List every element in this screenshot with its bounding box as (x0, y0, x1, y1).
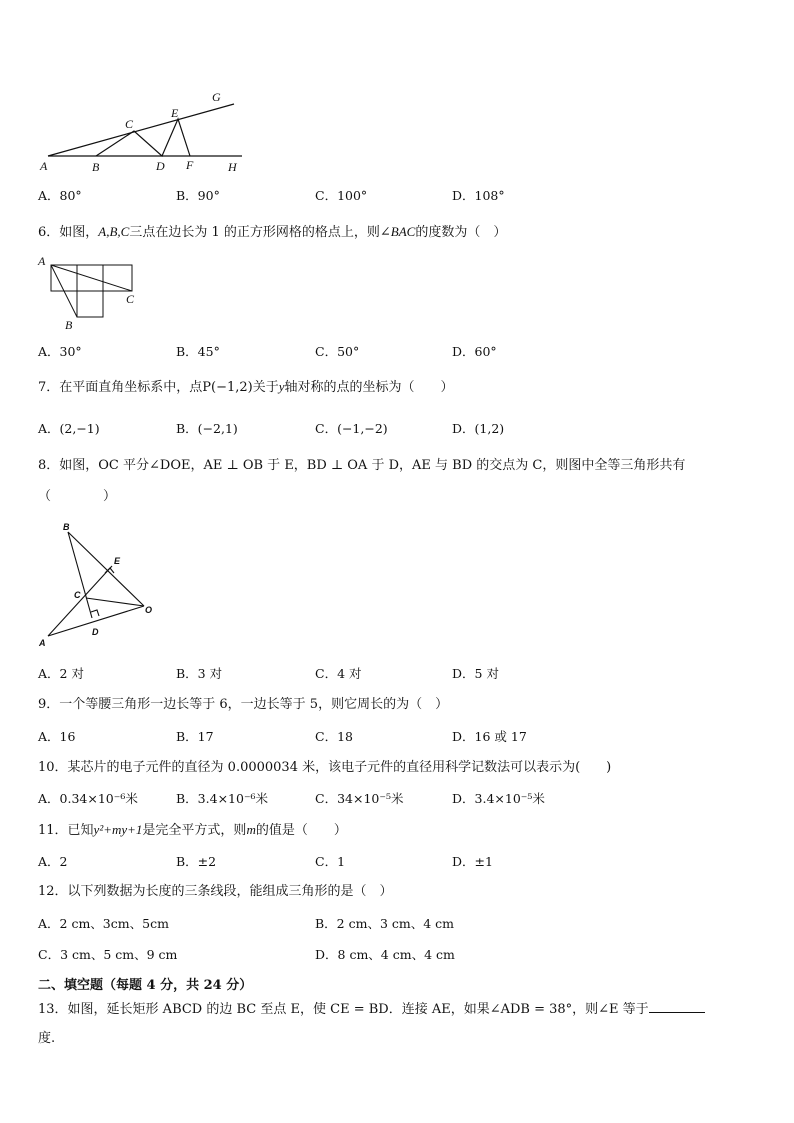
q10-option-d: D．3.4×10⁻⁵米 (452, 791, 545, 806)
q12-option-b: B．2 cm、3 cm、4 cm (315, 916, 455, 931)
q6-option-d: D．60° (452, 344, 497, 359)
q12-option-c: C．3 cm、5 cm、9 cm (38, 947, 178, 962)
q10-option-b: B．3.4×10⁻⁶米 (176, 791, 269, 806)
q13-answer-blank[interactable] (649, 1000, 705, 1013)
q8-figure (36, 518, 164, 650)
q10-option-c: C．34×10⁻⁵米 (315, 791, 404, 806)
q8-label-d: D (92, 627, 99, 637)
q6-label-b: B (65, 318, 73, 332)
q5-option-c: C．100° (315, 188, 368, 203)
q7-option-c: C．(−1,−2) (315, 421, 388, 436)
q8-label-b: B (63, 522, 70, 532)
q10-stem: 10．某芯片的电子元件的直径为 0.0000034 米，该电子元件的直径用科学记数法可以表示为( ) (38, 760, 612, 775)
q5-option-a: A．80° (38, 188, 82, 203)
q5-label-h: H (228, 160, 237, 174)
q6-stem-mid: 三点在边长为 1 的正方形网格的格点上，则 (129, 225, 380, 240)
q7-option-d: D．(1,2) (452, 421, 505, 436)
q12-stem: 12．以下列数据为长度的三条线段，能组成三角形的是（ ） (38, 884, 393, 899)
q7-option-a: A．(2,−1) (38, 421, 100, 436)
q6-stem (38, 224, 506, 241)
q13-stem-text: 13．如图，延长矩形 ABCD 的边 BC 至点 E，使 CE = BD．连接 AE，如果∠ADB = 38°，则∠E 等于 (38, 1002, 649, 1017)
q6-label-a: A (38, 254, 46, 268)
q5-label-f: F (186, 158, 194, 172)
q5-label-e: E (171, 106, 179, 120)
q10-option-a: A．0.34×10⁻⁶米 (38, 791, 138, 806)
q8-option-d: D．5 对 (452, 666, 499, 681)
q7-option-b: B．(−2,1) (176, 421, 238, 436)
q7-stem-point: P(−1,2) (202, 380, 253, 395)
q11-option-d: D．±1 (452, 854, 493, 869)
q11-stem-pre: 11．已知 (38, 823, 94, 838)
section-title-fill-in: 二、填空题（每题 4 分，共 24 分） (38, 978, 253, 993)
q6-option-a: A．30° (38, 344, 82, 359)
q6-label-c: C (126, 292, 135, 306)
q7-stem-post: 轴对称的点的坐标为（ ） (284, 380, 454, 395)
q8-option-b: B．3 对 (176, 666, 223, 681)
q11-stem (38, 822, 347, 839)
q8-label-e: E (114, 556, 121, 566)
q12-option-d: D．8 cm、4 cm、4 cm (315, 947, 455, 962)
q12-option-a: A．2 cm、3cm、5cm (38, 916, 169, 931)
q7-stem (38, 379, 454, 396)
q9-option-b: B．17 (176, 729, 214, 744)
q9-option-c: C．18 (315, 729, 353, 744)
q7-stem-axis: y (278, 379, 285, 394)
q5-figure (38, 88, 248, 176)
q8-label-o: O (145, 605, 153, 615)
q11-stem-expr: y²+my+1 (93, 822, 143, 837)
q8-option-c: C．4 对 (315, 666, 362, 681)
q9-option-d: D．16 或 17 (452, 729, 527, 744)
q6-option-c: C．50° (315, 344, 360, 359)
q6-option-b: B．45° (176, 344, 220, 359)
q8-label-c: C (74, 590, 81, 600)
q5-label-d: D (156, 159, 165, 173)
q11-option-c: C．1 (315, 854, 346, 869)
q9-stem: 9．一个等腰三角形一边长等于 6，一边长等于 5，则它周长的为（ ） (38, 697, 449, 712)
q5-label-b: B (92, 160, 100, 174)
q6-stem-angle: ∠BAC (379, 224, 416, 239)
q6-stem-pre: 6．如图， (38, 225, 99, 240)
q6-grid-figure (36, 252, 146, 334)
q11-option-b: B．±2 (176, 854, 217, 869)
q6-stem-points: A,B,C (98, 224, 130, 239)
q5-label-a: A (40, 159, 48, 173)
q8-label-a: A (39, 638, 46, 648)
q9-option-a: A．16 (38, 729, 76, 744)
q5-label-g: G (212, 90, 221, 104)
q5-option-d: D．108° (452, 188, 505, 203)
q8-stem-line1: 8．如图，OC 平分∠DOE，AE ⊥ OB 于 E，BD ⊥ OA 于 D，AE 与 BD 的交点为 C，则图中全等三角形共有 (38, 458, 686, 473)
q13-stem-line1 (38, 1000, 705, 1018)
q8-stem-line2: （ ） (38, 489, 117, 504)
q13-stem-line2: 度. (38, 1031, 56, 1046)
q5-option-b: B．90° (176, 188, 220, 203)
q11-stem-mid: 是完全平方式，则 (142, 823, 247, 838)
q5-label-c: C (125, 117, 134, 131)
q11-stem-var: m (246, 822, 256, 837)
q8-option-a: A．2 对 (38, 666, 84, 681)
q11-stem-post: 的值是（ ） (255, 823, 347, 838)
q7-stem-mid: 关于 (252, 380, 279, 395)
q11-option-a: A．2 (38, 854, 68, 869)
q6-stem-post: 的度数为（ ） (415, 225, 507, 240)
q7-stem-pre: 7．在平面直角坐标系中，点 (38, 380, 203, 395)
